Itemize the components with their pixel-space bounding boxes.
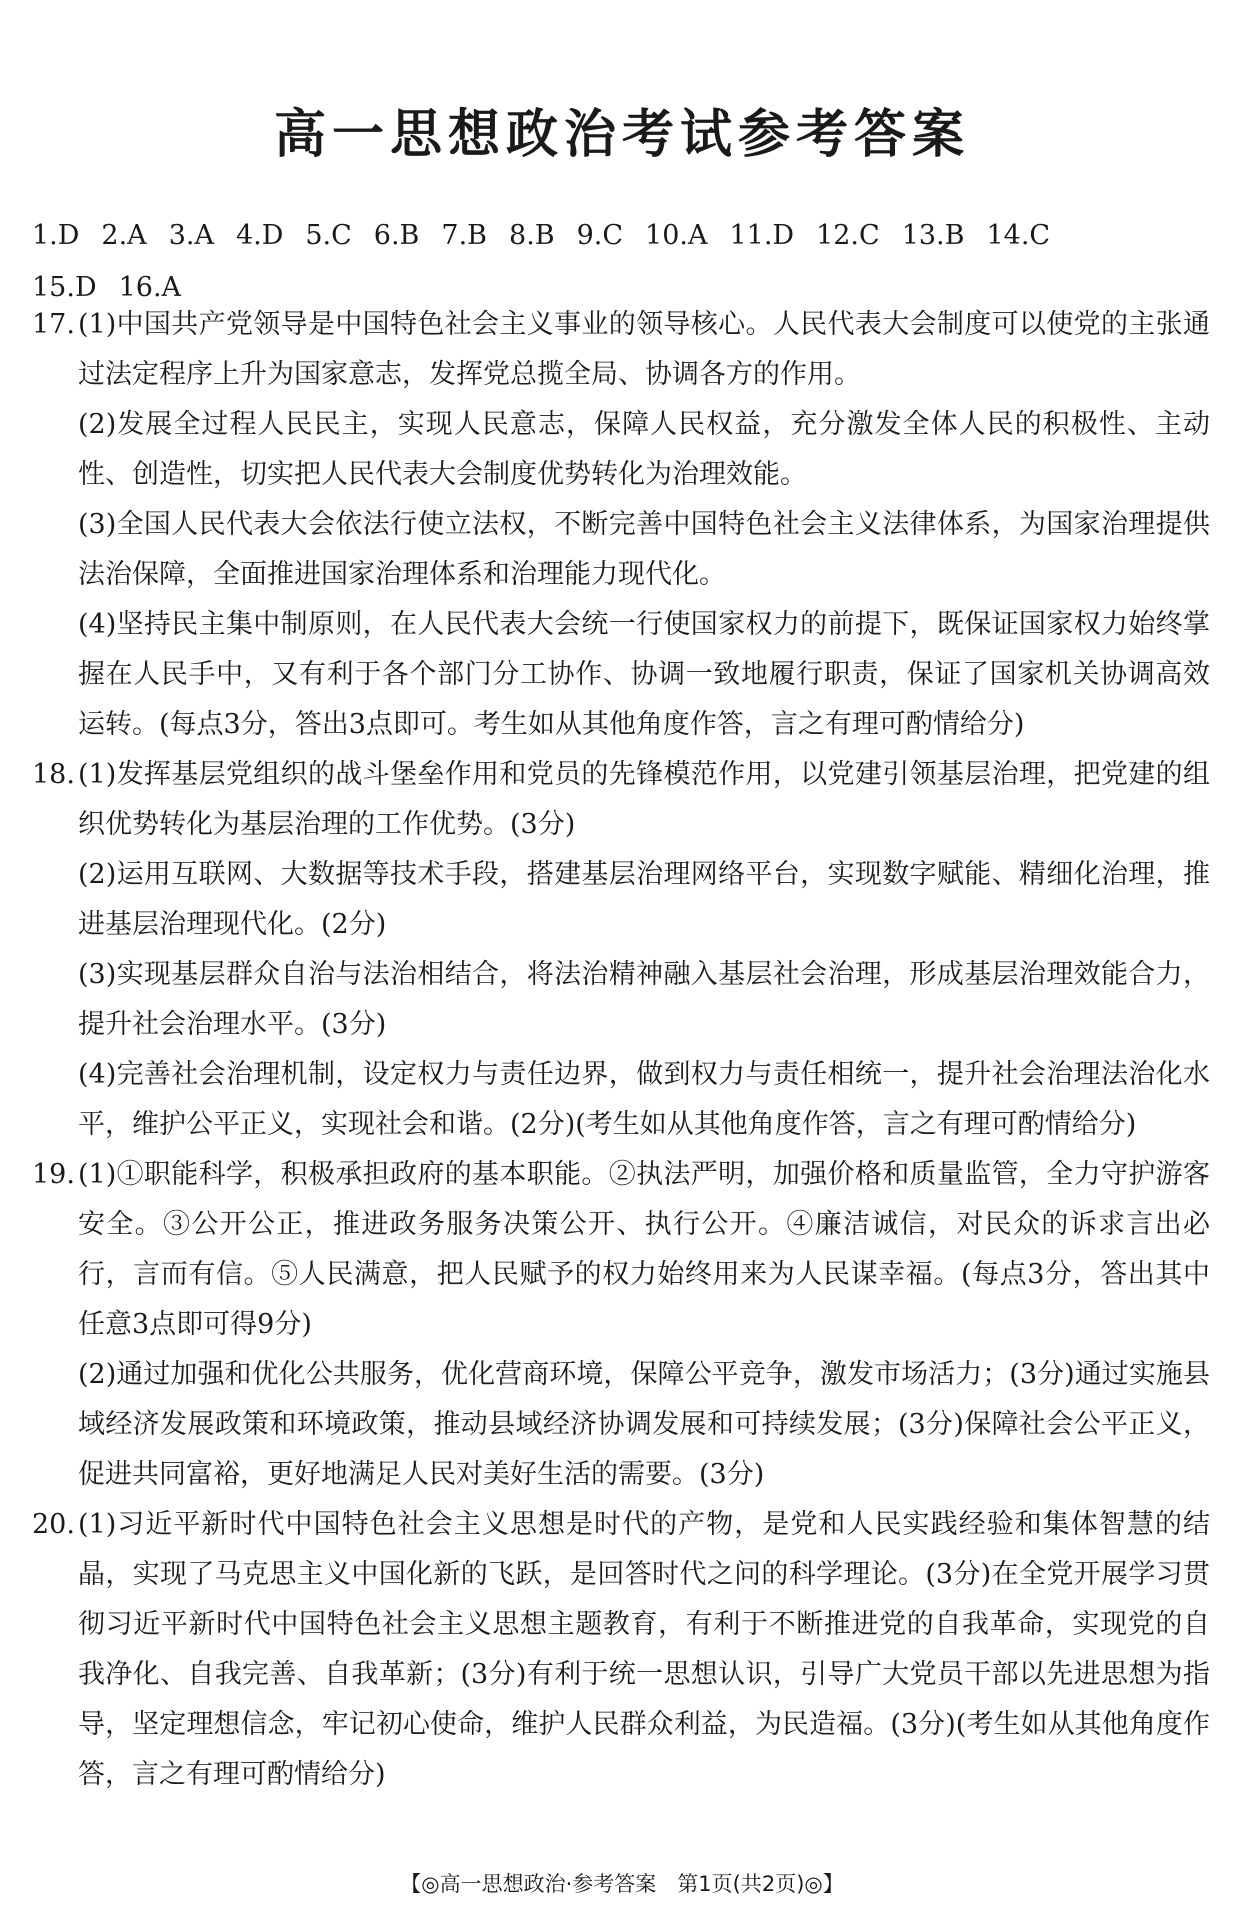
question-number: 19. xyxy=(32,1159,75,1190)
answer-paragraph: (3)全国人民代表大会依法行使立法权，不断完善中国特色社会主义法律体系，为国家治理提供法治保障，全面推进国家治理体系和治理能力现代化。 xyxy=(78,509,1210,590)
answer-paragraph: (4)完善社会治理机制，设定权力与责任边界，做到权力与责任相统一，提升社会治理法治化水平，维护公平正义，实现社会和谐。(2分)(考生如从其他角度作答，言之有理可酌情给分) xyxy=(78,1059,1210,1140)
choice-answer: 3.A xyxy=(168,220,214,251)
page-footer: 【◎高一思想政治·参考答案 第1页(共2页)◎】 xyxy=(400,1872,844,1896)
answer-paragraph: (4)坚持民主集中制原则，在人民代表大会统一行使国家权力的前提下，既保证国家权力始终掌握在人民手中，又有利于各个部门分工协作、协调一致地履行职责，保证了国家机关协调高效运转。(每点3分，答出3点即可。考生如从其他角度作答，言之有理可酌情给分) xyxy=(78,609,1210,740)
answer-paragraph: (3)实现基层群众自治与法治相结合，将法治精神融入基层社会治理，形成基层治理效能合力，提升社会治理水平。(3分) xyxy=(78,959,1210,1040)
question-answer xyxy=(32,300,1210,750)
choice-answer: 11.D xyxy=(729,220,795,251)
choice-answer: 6.B xyxy=(373,220,420,251)
answer-paragraph: (1)中国共产党领导是中国特色社会主义事业的领导核心。人民代表大会制度可以使党的主张通过法定程序上升为国家意志，发挥党总揽全局、协调各方的作用。 xyxy=(78,309,1210,390)
choice-answer: 7.B xyxy=(441,220,488,251)
question-answer xyxy=(32,750,1210,1150)
choice-answer: 8.B xyxy=(509,220,555,251)
choice-answer: 4.D xyxy=(235,220,284,251)
choice-answer: 2.A xyxy=(101,220,147,251)
choice-answer: 16.A xyxy=(118,272,182,303)
answer-paragraph: (2)发展全过程人民民主，实现人民意志，保障人民权益，充分激发全体人民的积极性、主动性、创造性，切实把人民代表大会制度优势转化为治理效能。 xyxy=(78,409,1210,490)
choice-answer: 5.C xyxy=(305,220,352,251)
answer-paragraph: (2)通过加强和优化公共服务，优化营商环境，保障公平竞争，激发市场活力；(3分)通过实施县域经济发展政策和环境政策，推动县域经济协调发展和可持续发展；(3分)保障社会公平正义，促进共同富裕，更好地满足人民对美好生活的需要。(3分) xyxy=(78,1359,1210,1490)
choice-answer: 10.A xyxy=(645,220,708,251)
choice-answer: 13.B xyxy=(901,220,965,251)
answer-paragraph: (1)①职能科学，积极承担政府的基本职能。②执法严明，加强价格和质量监管，全力守护游客安全。③公开公正，推进政务服务决策公开、执行公开。④廉洁诚信，对民众的诉求言出必行，言而有信。⑤人民满意，把人民赋予的权力始终用来为人民谋幸福。(每点3分，答出其中任意3点即可得9分) xyxy=(78,1159,1210,1340)
answer-paragraph: (1)发挥基层党组织的战斗堡垒作用和党员的先锋模范作用，以党建引领基层治理，把党建的组织优势转化为基层治理的工作优势。(3分) xyxy=(78,759,1210,840)
question-number: 20. xyxy=(32,1509,75,1540)
choice-answer: 12.C xyxy=(816,220,880,251)
answer-paragraph: (2)运用互联网、大数据等技术手段，搭建基层治理网络平台，实现数字赋能、精细化治理，推进基层治理现代化。(2分) xyxy=(78,859,1210,940)
question-number: 17. xyxy=(32,309,75,340)
question-answer xyxy=(32,1150,1210,1500)
multiple-choice-answers xyxy=(32,210,1204,314)
question-answer xyxy=(32,1500,1210,1800)
choice-answer: 14.C xyxy=(986,220,1051,251)
choice-answer: 15.D xyxy=(32,272,97,303)
choice-answer: 1.D xyxy=(32,220,80,251)
choice-answer: 9.C xyxy=(576,220,624,251)
answer-paragraph: (1)习近平新时代中国特色社会主义思想是时代的产物，是党和人民实践经验和集体智慧的结晶，实现了马克思主义中国化新的飞跃，是回答时代之问的科学理论。(3分)在全党开展学习贯彻习近平新时代中国特色社会主义思想主题教育，有利于不断推进党的自我革命，实现党的自我净化、自我完善、自我革新；(3分)有利于统一思想认识，引导广大党员干部以先进思想为指导，坚定理想信念，牢记初心使命，维护人民群众利益，为民造福。(3分)(考生如从其他角度作答，言之有理可酌情给分) xyxy=(78,1509,1210,1790)
choice-row-1 xyxy=(32,210,1204,262)
page-title: 高一思想政治考试参考答案 xyxy=(273,105,970,165)
question-number: 18. xyxy=(32,759,75,790)
essay-answers xyxy=(32,300,1210,1800)
